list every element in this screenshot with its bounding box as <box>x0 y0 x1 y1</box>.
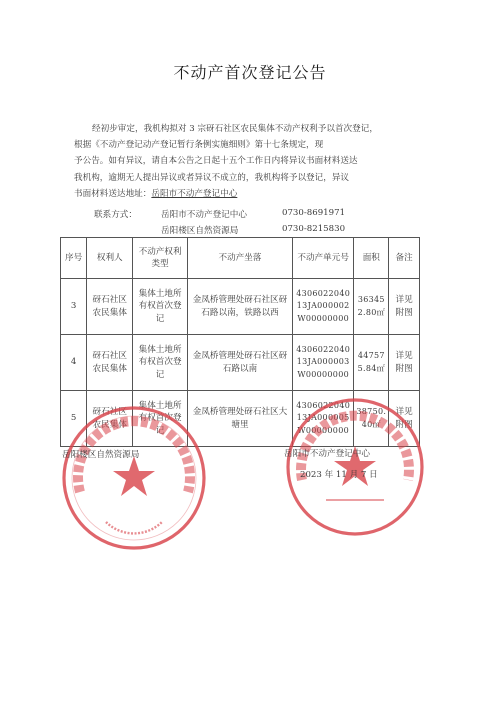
cell-note: 详见附图 <box>389 391 420 447</box>
cell-index: 5 <box>61 391 87 447</box>
cell-index: 4 <box>61 335 87 391</box>
cell-right-type: 集体土地所有权首次登记 <box>133 335 188 391</box>
header-location: 不动产坐落 <box>187 238 292 279</box>
cell-index: 3 <box>61 279 87 335</box>
header-right-type: 不动产权利类型 <box>133 238 188 279</box>
body-line: 经初步审定，我机构拟对 3 宗砑石社区农民集体不动产权利予以首次登记， <box>92 124 378 134</box>
cell-right-type: 集体土地所有权首次登记 <box>133 391 188 447</box>
contact-org-2: 岳阳楼区自然资源局 <box>161 226 239 236</box>
cell-right-type: 集体土地所有权首次登记 <box>133 279 188 335</box>
table-header-row <box>61 238 420 279</box>
signature-right-org: 岳阳市不动产登记中心 <box>284 449 370 459</box>
cell-area: 447575.84㎡ <box>354 335 389 391</box>
address-prefix: 书面材料送达地址： <box>74 188 152 199</box>
body-line: 我机构，逾期无人提出异议或者异议不成立的，我机构将予以登记，异议 <box>74 172 350 183</box>
signature-date: 2023 年 11 月 7 日 <box>300 470 378 480</box>
left-official-seal <box>60 404 208 552</box>
header-note: 备注 <box>389 238 420 279</box>
delivery-address: 岳阳市不动产登记中心 <box>151 188 238 199</box>
cell-note: 详见附图 <box>389 335 420 391</box>
body-line: 根据《不动产登记动产登记暂行条例实施细则》第十七条规定，现 <box>74 140 324 151</box>
cell-unit-number: 430602204013JA000003W00000000 <box>293 335 354 391</box>
header-unit-number: 不动产单元号 <box>293 238 354 279</box>
cell-location: 金凤桥管理处砑石社区砑石路以南，铁路以西 <box>187 279 292 335</box>
cell-unit-number: 430602204013JA000002W00000000 <box>293 279 354 335</box>
cell-note: 详见附图 <box>389 279 420 335</box>
header-area: 面积 <box>354 238 389 279</box>
body-line <box>74 186 434 202</box>
notice-title: 不动产首次登记公告 <box>173 63 327 82</box>
cell-holder: 砑石社区农民集体 <box>87 391 133 447</box>
table-row <box>61 335 420 391</box>
contact-phone-1: 0730-8691971 <box>282 208 346 218</box>
signature-left-org: 岳阳楼区自然资源局 <box>62 450 140 460</box>
cell-area: 38750.40㎡ <box>354 391 389 447</box>
cell-area: 363452.80㎡ <box>354 279 389 335</box>
cell-location: 金凤桥管理处砑石社区大塘里 <box>187 391 292 447</box>
notice-body <box>74 121 434 202</box>
cell-holder: 砑石社区农民集体 <box>87 335 133 391</box>
right-official-seal <box>284 396 426 538</box>
contact-phone-2: 0730-8215830 <box>282 224 346 234</box>
contact-org-1: 岳阳市不动产登记中心 <box>161 210 247 220</box>
table-row <box>61 279 420 335</box>
cell-unit-number: 430602204013JA000005W00000000 <box>293 391 354 447</box>
header-index: 序号 <box>61 238 87 279</box>
body-line: 予公告。如有异议，请自本公告之日起十五个工作日内将异议书面材料送达 <box>74 156 358 167</box>
header-holder: 权利人 <box>87 238 133 279</box>
contact-label: 联系方式： <box>94 210 137 220</box>
cell-holder: 砑石社区农民集体 <box>87 279 133 335</box>
cell-location: 金凤桥管理处砑石社区砑石路以南 <box>187 335 292 391</box>
